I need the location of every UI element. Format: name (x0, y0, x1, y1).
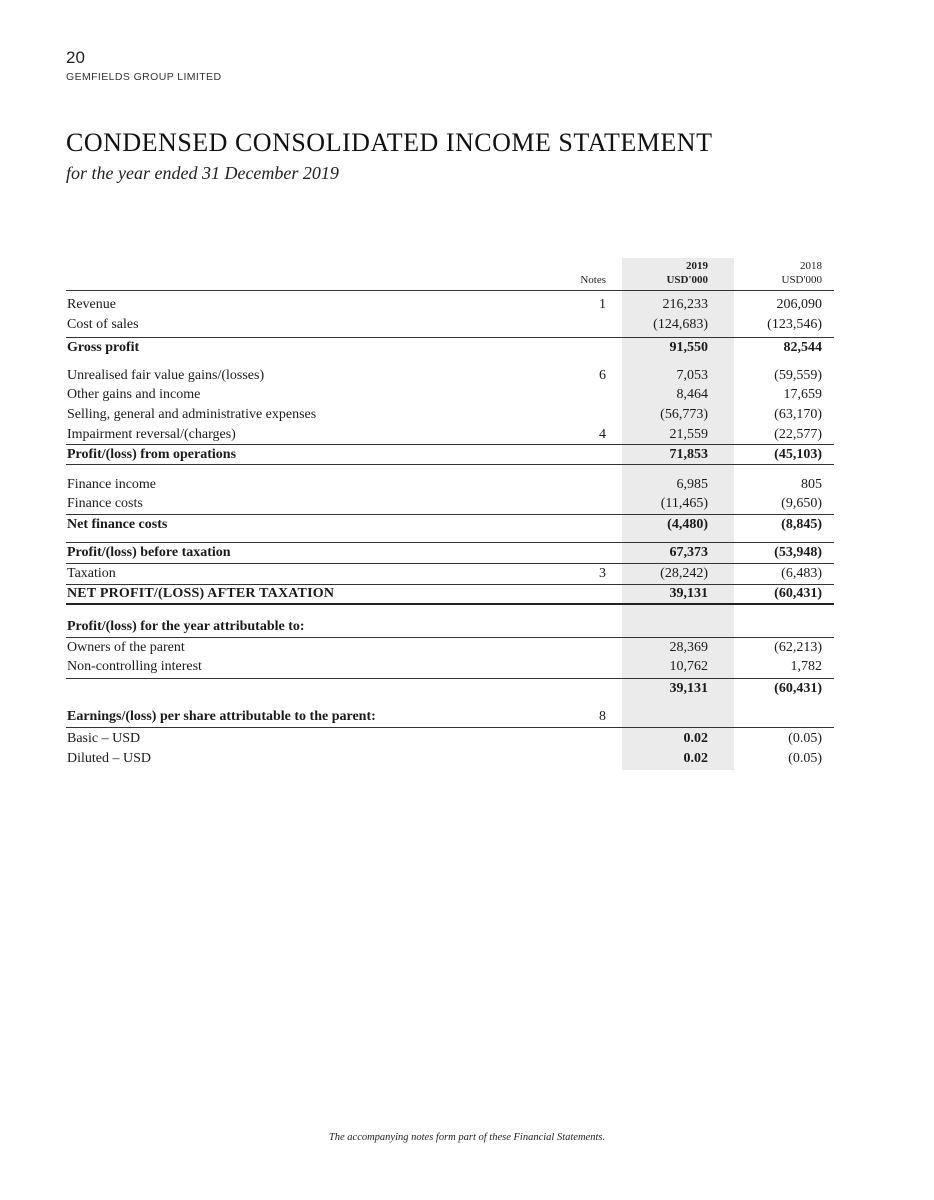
row-value-2018: 82,544 (783, 340, 822, 355)
row-value-2018: (0.05) (788, 751, 822, 766)
row-value-2018: (53,948) (774, 545, 822, 560)
row-value-2019: 10,762 (669, 659, 708, 674)
row-value-2019: 28,369 (669, 640, 708, 655)
table-row (66, 564, 834, 584)
table-row (66, 494, 834, 514)
row-label: Impairment reversal/(charges) (67, 427, 236, 442)
row-value-2019: 21,559 (669, 427, 708, 442)
row-label: Profit/(loss) for the year attributable to: (67, 619, 305, 634)
footer-note: The accompanying notes form part of these Financial Statements. (328, 1132, 606, 1143)
table-row (66, 295, 834, 315)
table-row (66, 385, 834, 405)
row-value-2019: (4,480) (667, 517, 708, 532)
row-value-2019: 7,053 (676, 368, 708, 383)
row-value-2019: (56,773) (660, 407, 708, 422)
row-label: Profit/(loss) before taxation (67, 545, 231, 560)
row-value-2018: 1,782 (790, 659, 822, 674)
row-label: Revenue (67, 297, 116, 312)
row-label: Selling, general and administrative expenses (67, 407, 317, 422)
row-value-2018: (8,845) (781, 517, 822, 532)
row-value-2019: 8,464 (676, 387, 708, 402)
row-value-2019: (11,465) (660, 496, 708, 511)
table-row (66, 425, 834, 445)
row-value-2019: 91,550 (669, 340, 708, 355)
row-label: Profit/(loss) from operations (67, 447, 237, 462)
row-value-2019: 39,131 (669, 586, 708, 601)
row-note: 8 (599, 709, 606, 724)
column-header-2019 (622, 259, 708, 287)
table-row-subtotal (66, 543, 834, 563)
row-label: Other gains and income (67, 387, 201, 402)
row-label: Earnings/(loss) per share attributable to the parent: (67, 709, 376, 724)
row-value-2019: 71,853 (669, 447, 708, 462)
table-row (66, 475, 834, 495)
table-row (66, 315, 834, 335)
column-header-2019-unit: USD'000 (666, 274, 708, 286)
row-value-2018: (60,431) (774, 586, 822, 601)
row-label: Basic – USD (67, 731, 141, 746)
row-value-2018: (9,650) (781, 496, 822, 511)
row-label: Owners of the parent (67, 640, 185, 655)
table-row (66, 729, 834, 749)
row-value-2019: 39,131 (669, 681, 708, 696)
row-value-2018: (0.05) (788, 731, 822, 746)
row-value-2019: 67,373 (669, 545, 708, 560)
table-row (66, 749, 834, 769)
row-note: 4 (599, 427, 606, 442)
row-label: Finance costs (67, 496, 143, 511)
row-value-2019: 216,233 (662, 297, 708, 312)
notes-column-header: Notes (580, 274, 606, 286)
row-value-2018: (22,577) (774, 427, 822, 442)
row-label: Non-controlling interest (67, 659, 202, 674)
row-value-2018: 805 (801, 477, 822, 492)
table-row (66, 366, 834, 386)
rule-eps-bottom (66, 727, 834, 728)
row-label: Diluted – USD (67, 751, 151, 766)
row-note: 1 (599, 297, 606, 312)
row-value-2018: 17,659 (783, 387, 822, 402)
row-note: 6 (599, 368, 606, 383)
row-label: Taxation (67, 566, 116, 581)
row-value-2019: (124,683) (653, 317, 708, 332)
row-value-2018: (59,559) (774, 368, 822, 383)
row-value-2018: (60,431) (774, 681, 822, 696)
row-label: Finance income (67, 477, 157, 492)
row-value-2018: (6,483) (781, 566, 822, 581)
table-row (66, 657, 834, 677)
row-value-2018: (63,170) (774, 407, 822, 422)
page-number: 20 (66, 48, 85, 67)
table-row-subtotal (66, 445, 834, 465)
row-value-2018: (62,213) (774, 640, 822, 655)
row-label: Gross profit (67, 340, 140, 355)
column-header-2019-year: 2019 (686, 260, 708, 272)
company-name: GEMFIELDS GROUP LIMITED (66, 71, 222, 83)
row-value-2018: (45,103) (774, 447, 822, 462)
table-row-section-heading (66, 617, 834, 637)
row-value-2019: (28,242) (660, 566, 708, 581)
table-row-total (66, 679, 834, 699)
row-label: Cost of sales (67, 317, 139, 332)
row-label: Net finance costs (67, 517, 168, 532)
row-label: Unrealised fair value gains/(losses) (67, 368, 265, 383)
table-row-section-heading (66, 707, 834, 727)
table-row-subtotal (66, 338, 834, 358)
table-row-subtotal (66, 515, 834, 535)
column-header-2018-year: 2018 (800, 260, 822, 272)
table-row-total (66, 584, 834, 604)
row-value-2019: 0.02 (683, 731, 708, 746)
row-value-2019: 6,985 (676, 477, 708, 492)
row-note: 3 (599, 566, 606, 581)
row-value-2018: 206,090 (776, 297, 822, 312)
column-header-2018-unit: USD'000 (781, 274, 822, 286)
page-title: CONDENSED CONSOLIDATED INCOME STATEMENT (66, 128, 713, 157)
page-subtitle: for the year ended 31 December 2019 (66, 163, 339, 183)
row-value-2018: (123,546) (767, 317, 822, 332)
column-header-2018 (734, 259, 822, 287)
row-value-2019: 0.02 (683, 751, 708, 766)
row-label: NET PROFIT/(LOSS) AFTER TAXATION (67, 586, 335, 601)
table-row (66, 405, 834, 425)
table-row (66, 638, 834, 658)
header-rule (66, 290, 834, 291)
